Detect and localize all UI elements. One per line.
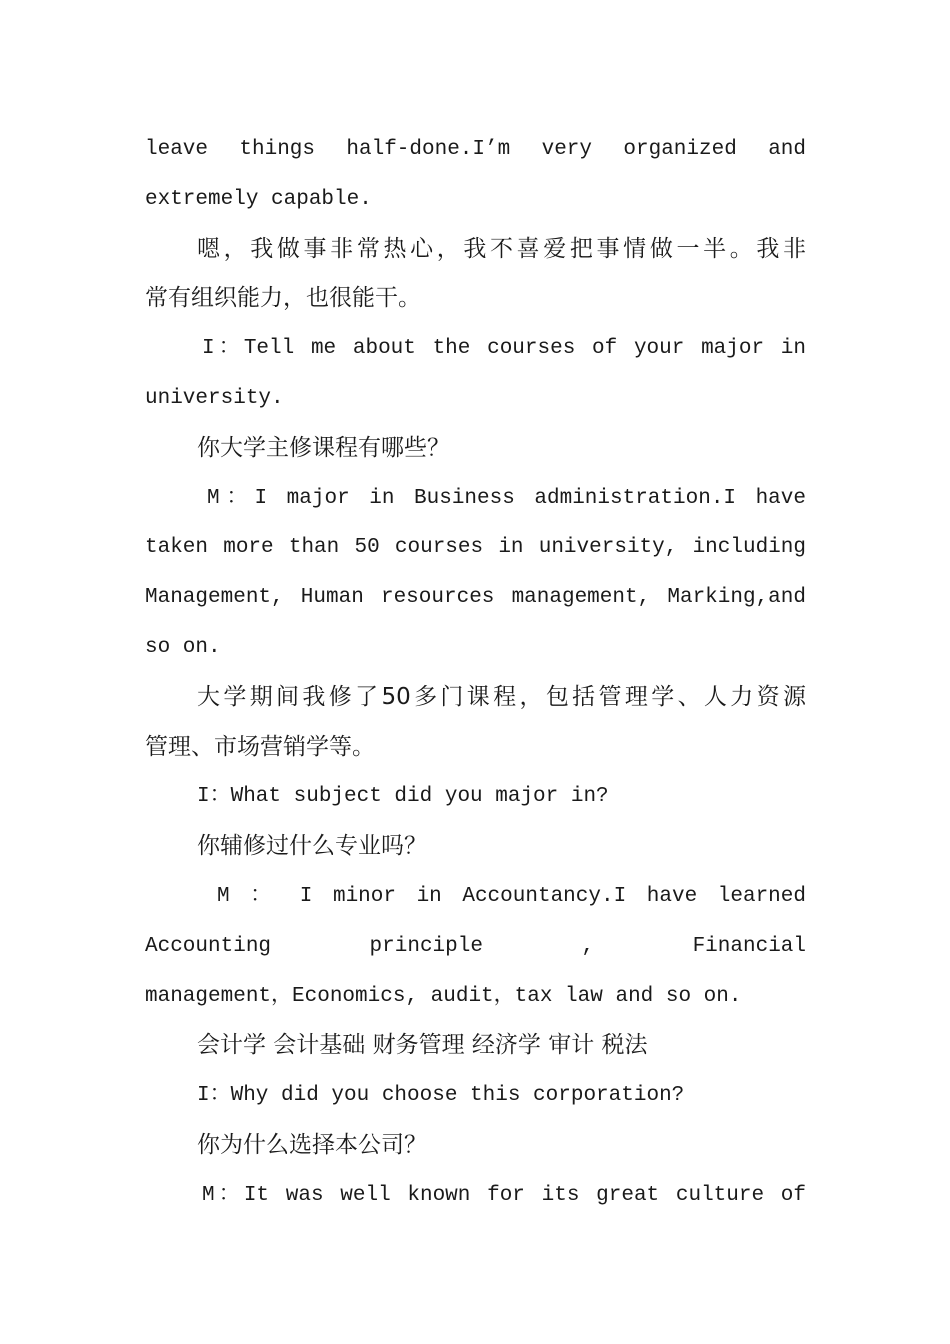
text-line: so on. (145, 635, 221, 659)
text-line: 嗯，我做事非常热心，我不喜爱把事情做一半。我非 (197, 235, 806, 262)
text-line: leave things half-done.I’m very organized and (145, 138, 806, 161)
text-line: 常有组织能力，也很能干。 (145, 285, 421, 312)
text-line: Accounting principle , Financial (145, 934, 806, 958)
text-line: university. (145, 386, 284, 410)
text-line: M：I major in Business administration.I have (207, 486, 806, 510)
text-line: M：It was well known for its great culture of (202, 1183, 806, 1207)
text-line: taken more than 50 courses in university, including (145, 536, 806, 560)
text-line: 管理、市场营销学等。 (145, 733, 375, 760)
text-line: I：Why did you choose this corporation? (197, 1084, 685, 1108)
text-line: I：What subject did you major in? (197, 785, 609, 809)
text-line: Management, Human resources management, Marking,and (145, 586, 806, 610)
text-line: 你为什么选择本公司？ (197, 1131, 427, 1158)
text-line: 你辅修过什么专业吗？ (197, 833, 427, 860)
text-line: extremely capable. (145, 187, 372, 211)
text-line: 大学期间我修了50多门课程，包括管理学、人力资源 (197, 683, 806, 710)
text-line: I：Tell me about the courses of your major in (202, 337, 806, 361)
document-body (145, 125, 806, 1221)
text-line: M ： I minor in Accountancy.I have learned (217, 884, 806, 908)
text-line: 你大学主修课程有哪些？ (197, 434, 450, 461)
text-line: 会计学 会计基础 财务管理 经济学 审计 税法 (197, 1032, 648, 1059)
text-line: management，Economics, audit，tax law and so on. (145, 984, 742, 1008)
